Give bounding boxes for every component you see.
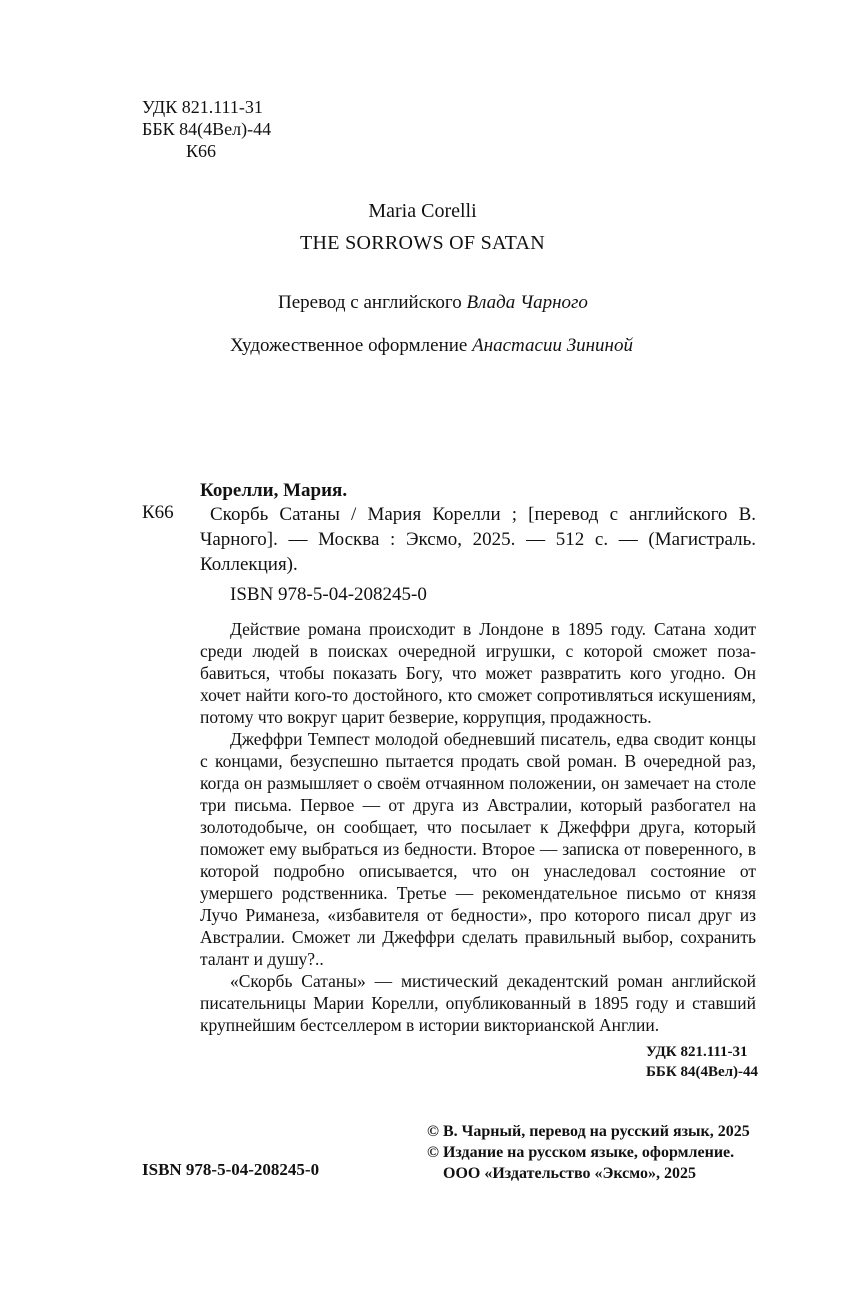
bibliographic-author: Корелли, Мария. [200,480,348,501]
annotation-paragraph: «Скорбь Сатаны» — мистический декадентский роман английской писательницы Марии Корелли, опубликованный в 1895 году и ставший крупнейшим бестселлером в истории викторианской Англии. [200,971,756,1035]
design-label: Художественное оформление [230,335,468,356]
author-mark: К66 [186,141,217,161]
annotation-paragraph: Джеффри Темпест молодой обедневший писатель, едва сводит концы с концами, безуспешно пытается продать свой роман. В очередной раз, когда он размышляет о своём отчаянном положении, он замечает на столе три письма. Первое — от друга из Австралии, который разбогател на золотодобыче, он сообщает, что посылает к Джеффри друга, который поможет ему выбраться из бедности. Второе — записка от поверенного, в которой подробно описывается, что он унаследовал состояние от умершего родственника. Третье — рекомендательное письмо от князя Лучо Риманеза, «избавителя от бедности», про которого писал друг из Австралии. Сможет ли Джеффри сделать правильный выбор, сохранить талант и душу?.. [200,729,756,969]
original-title: THE SORROWS OF SATAN [300,232,545,254]
udk-code: УДК 821.111-31 [142,97,263,117]
copyright-translation: © В. Чарный, перевод на русский язык, 2025 [427,1123,750,1140]
bbk-code-bottom: ББК 84(4Вел)-44 [646,1064,759,1080]
annotation-paragraph: Действие романа происходит в Лондоне в 1895 году. Сатана ходит среди людей в поисках очередной игрушки, с которой сможет позабавиться, чтобы показать Богу, что может развратить кого угодно. Он хочет найти кого-то достойного, кто сможет сопротивляться искушениям, потому что вокруг царит безверие, коррупция, продажность. [200,619,756,727]
designer-name: Анастасии Зининой [472,335,633,356]
translation-credit [278,292,588,314]
bibliographic-mark: К66 [142,502,174,523]
copyright-publisher: ООО «Издательство «Эксмо», 2025 [443,1165,696,1182]
isbn-line: ISBN 978-5-04-208245-0 [230,584,427,605]
bibliographic-description: Скорбь Сатаны / Мария Корелли ; [перевод с английского В. Чарного]. — Москва : Эксмо, 2025. — 512 с. — (Магистраль. Коллекция). [200,504,756,575]
translator-name: Влада Чарного [466,292,588,313]
isbn-bottom: ISBN 978-5-04-208245-0 [142,1160,320,1179]
bbk-code: ББК 84(4Вел)-44 [142,119,272,139]
udk-code-bottom: УДК 821.111-31 [646,1044,748,1060]
classification-bottom [646,1042,758,1082]
design-credit [230,335,633,357]
translation-label: Перевод с английского [278,292,462,313]
copyright-edition: © Издание на русском языке, оформление. [427,1144,735,1161]
original-author: Maria Corelli [368,200,477,222]
copyright-block [427,1121,750,1184]
annotation [200,618,756,1036]
classification-block [142,96,271,162]
